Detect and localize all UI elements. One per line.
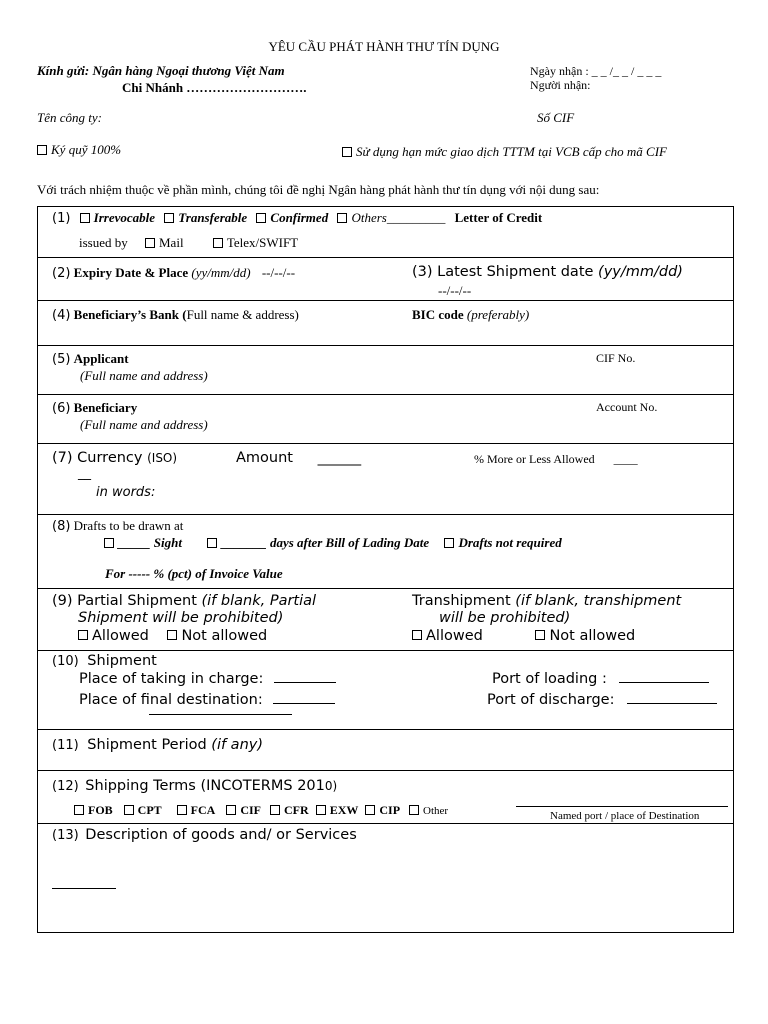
trans-options <box>412 628 635 644</box>
term-exw[interactable]: EXW <box>329 803 359 817</box>
port-loading-field[interactable] <box>619 670 709 683</box>
cif-no-label: CIF No. <box>596 351 636 365</box>
place-taking-field[interactable] <box>274 670 336 683</box>
partial-not-allowed[interactable]: Not allowed <box>181 628 268 644</box>
checkbox-icon[interactable] <box>124 805 134 815</box>
latest-shipment-value[interactable]: --/--/-- <box>438 283 472 298</box>
invoice-value-pct[interactable]: For ----- % (pct) of Invoice Value <box>105 566 283 581</box>
deposit-option[interactable]: Ký quỹ 100% <box>37 142 121 158</box>
expiry-date-value[interactable]: --/--/-- <box>261 265 296 280</box>
trans-not-allowed[interactable]: Not allowed <box>549 628 636 644</box>
sight-option[interactable]: _____ Sight <box>118 535 182 550</box>
section-4: (4) Beneficiary’s Bank (Full name & address) <box>52 307 299 323</box>
section-13: (13) Description of goods and/ or Services <box>52 827 357 843</box>
limit-option[interactable]: Sử dụng hạn mức giao dịch TTTM tại VCB cấp cho mã CIF <box>342 144 667 160</box>
row-divider <box>38 514 733 515</box>
trans-note-line2: will be prohibited) <box>439 610 571 626</box>
section-3: (3) Latest Shipment date (yy/mm/dd) <box>412 264 683 280</box>
section-8: (8) Drafts to be drawn at <box>52 518 184 534</box>
incoterm-options <box>74 803 448 818</box>
checkbox-icon[interactable] <box>207 538 217 548</box>
section-10: (10) Shipment <box>52 653 157 669</box>
drafts-not-required-option[interactable]: Drafts not required <box>458 535 562 550</box>
beneficiary-subtitle: (Full name and address) <box>80 417 208 432</box>
term-cif[interactable]: CIF <box>240 803 262 817</box>
partial-options <box>78 628 267 644</box>
row-divider <box>38 588 733 589</box>
issued-by-row: issued by Mail Telex/SWIFT <box>79 235 299 250</box>
trans-allowed[interactable]: Allowed <box>426 628 483 644</box>
dash-line: __ <box>78 466 91 481</box>
transhipment-label: Transhipment (if blank, transhipment <box>412 593 682 609</box>
applicant-subtitle: (Full name and address) <box>80 368 208 383</box>
place-final-destination: Place of final destination: <box>79 691 335 708</box>
amount-field[interactable]: ______ <box>317 450 362 466</box>
lc-form-table <box>37 206 734 933</box>
bic-code-label: BIC code (preferably) <box>412 307 530 322</box>
days-after-bl-option[interactable]: _______ days after Bill of Lading Date <box>221 535 430 550</box>
checkbox-icon[interactable] <box>409 805 419 815</box>
checkbox-icon[interactable] <box>167 630 177 640</box>
row-divider <box>38 650 733 651</box>
section-2: (2) Expiry Date & Place (yy/mm/dd) --/--/-- <box>52 265 296 281</box>
amount-label: Amount ______ <box>236 450 362 466</box>
checkbox-icon[interactable] <box>444 538 454 548</box>
section-7: (7) Currency (ISO) <box>52 450 178 466</box>
row-divider <box>38 257 733 258</box>
checkbox-icon[interactable] <box>535 630 545 640</box>
company-label: Tên công ty: <box>37 110 102 125</box>
extra-line <box>149 714 292 715</box>
goods-description-field[interactable] <box>52 888 116 889</box>
checkbox-icon[interactable] <box>365 805 375 815</box>
row-divider <box>38 823 733 824</box>
cif-label: Số CIF <box>537 110 575 125</box>
checkbox-icon[interactable] <box>37 145 47 155</box>
swift-option[interactable]: Telex/SWIFT <box>226 235 299 250</box>
checkbox-icon[interactable] <box>177 805 187 815</box>
port-discharge-field[interactable] <box>627 691 717 704</box>
tolerance-field[interactable]: ____ <box>613 452 638 466</box>
term-cip[interactable]: CIP <box>379 803 401 817</box>
to-label: Kính gửi: Ngân hàng Ngoại thương Việt Nam <box>37 63 285 78</box>
partial-allowed[interactable]: Allowed <box>92 628 149 644</box>
date-received[interactable]: Ngày nhận : _ _ /_ _ / _ _ _ <box>530 64 662 78</box>
term-fob[interactable]: FOB <box>88 803 113 817</box>
amount-in-words-label: in words: <box>96 485 156 500</box>
row-divider <box>38 770 733 771</box>
named-port-label: Named port / place of Destination <box>550 810 700 822</box>
term-fca[interactable]: FCA <box>190 803 216 817</box>
mail-option[interactable]: Mail <box>159 235 184 250</box>
port-loading: Port of loading : <box>492 670 709 687</box>
partial-note-line2: Shipment will be prohibited) <box>78 610 284 626</box>
row-divider <box>38 394 733 395</box>
term-cpt[interactable]: CPT <box>137 803 162 817</box>
account-no-label: Account No. <box>596 400 658 414</box>
checkbox-icon[interactable] <box>80 213 90 223</box>
checkbox-icon[interactable] <box>342 147 352 157</box>
term-cfr[interactable]: CFR <box>284 803 309 817</box>
checkbox-icon[interactable] <box>164 213 174 223</box>
checkbox-icon[interactable] <box>226 805 236 815</box>
receiver-label: Người nhận: <box>530 78 591 92</box>
checkbox-icon[interactable] <box>213 238 223 248</box>
named-port-field[interactable] <box>516 806 728 807</box>
section-9: (9) Partial Shipment (if blank, Partial <box>52 593 317 609</box>
row-divider <box>38 443 733 444</box>
section-11: (11) Shipment Period (if any) <box>52 737 263 753</box>
checkbox-icon[interactable] <box>74 805 84 815</box>
checkbox-icon[interactable] <box>412 630 422 640</box>
row-divider <box>38 345 733 346</box>
checkbox-icon[interactable] <box>256 213 266 223</box>
section-6: (6) Beneficiary <box>52 400 138 416</box>
checkbox-icon[interactable] <box>145 238 155 248</box>
port-discharge: Port of discharge: <box>487 691 717 708</box>
row-divider <box>38 300 733 301</box>
tolerance-label: % More or Less Allowed ____ <box>474 452 638 466</box>
row-divider <box>38 729 733 730</box>
checkbox-icon[interactable] <box>270 805 280 815</box>
section-12: (12) Shipping Terms (INCOTERMS 2010) <box>52 778 338 794</box>
to-bank: Ngân hàng Ngoại thương Việt Nam <box>92 63 285 78</box>
place-taking-charge: Place of taking in charge: <box>79 670 336 687</box>
draft-options <box>104 535 562 551</box>
section-5: (5) Applicant <box>52 351 129 367</box>
checkbox-icon[interactable] <box>316 805 326 815</box>
intro-text: Với trách nhiệm thuộc về phần mình, chúng tôi đề nghị Ngân hàng phát hành thư tín dụng với nội dung sau: <box>37 182 600 197</box>
term-other[interactable]: Other <box>423 805 449 817</box>
place-final-field[interactable] <box>273 691 335 704</box>
checkbox-icon[interactable] <box>78 630 88 640</box>
page-title: YÊU CẦU PHÁT HÀNH THƯ TÍN DỤNG <box>268 39 500 54</box>
checkbox-icon[interactable] <box>337 213 347 223</box>
checkbox-icon[interactable] <box>104 538 114 548</box>
branch-line[interactable]: Chi Nhánh ………………………. <box>122 80 307 95</box>
section-1: (1) Irrevocable Transferable Confirmed Others_________ Letter of Credit <box>52 210 543 226</box>
